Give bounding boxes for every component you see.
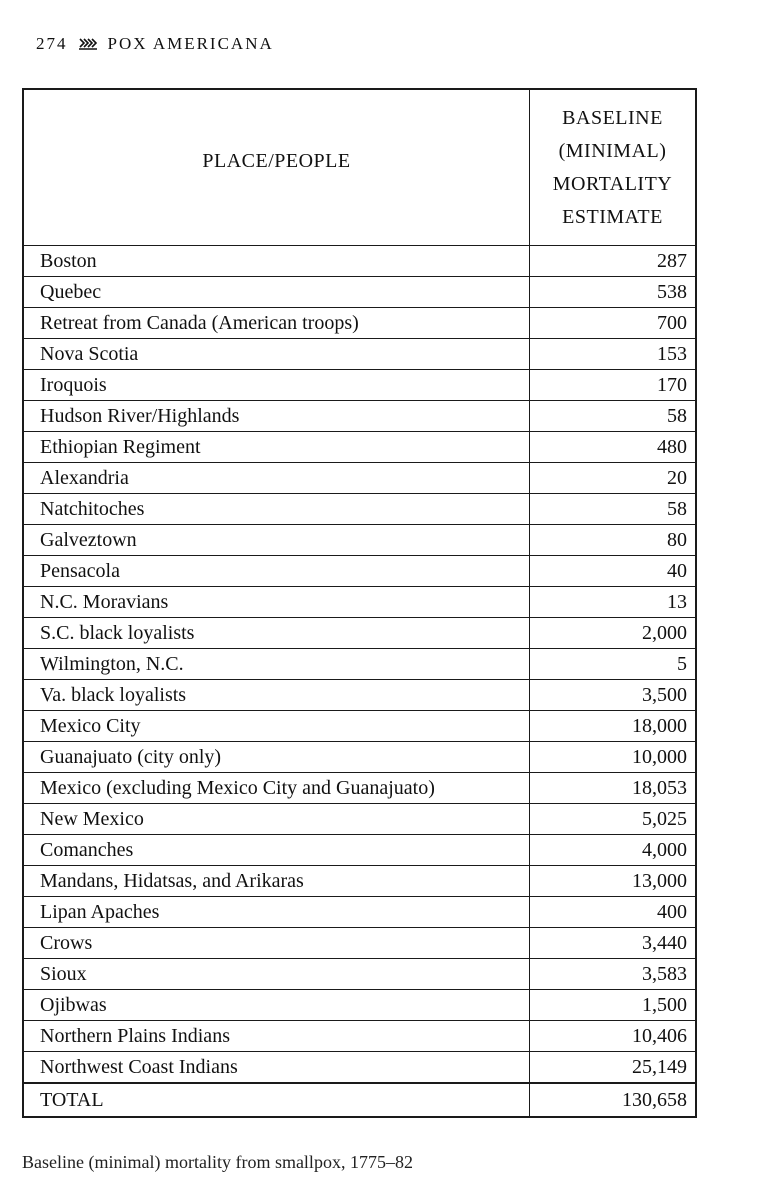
- table-row: [23, 897, 696, 928]
- page-number: 274: [36, 34, 68, 53]
- mortality-value-cell: 2,000: [530, 618, 697, 649]
- place-cell: Ethiopian Regiment: [23, 432, 530, 463]
- place-cell: Iroquois: [23, 370, 530, 401]
- decorative-ornament-icon: [78, 37, 98, 51]
- mortality-value-cell: 3,500: [530, 680, 697, 711]
- column-header-line: BASELINE: [562, 106, 663, 129]
- place-cell: Guanajuato (city only): [23, 742, 530, 773]
- table-row: [23, 494, 696, 525]
- mortality-value-cell: 13,000: [530, 866, 697, 897]
- mortality-value-cell: 3,440: [530, 928, 697, 959]
- place-cell: Northern Plains Indians: [23, 1021, 530, 1052]
- table-row: [23, 1021, 696, 1052]
- place-cell: Lipan Apaches: [23, 897, 530, 928]
- table-row: [23, 804, 696, 835]
- table-row: [23, 680, 696, 711]
- mortality-value-cell: 400: [530, 897, 697, 928]
- place-cell: Pensacola: [23, 556, 530, 587]
- table-row: [23, 866, 696, 897]
- place-cell: Alexandria: [23, 463, 530, 494]
- table-row: [23, 277, 696, 308]
- place-cell: Crows: [23, 928, 530, 959]
- mortality-value-cell: 25,149: [530, 1052, 697, 1084]
- table-row: [23, 370, 696, 401]
- mortality-value-cell: 18,053: [530, 773, 697, 804]
- mortality-value-cell: 287: [530, 246, 697, 277]
- running-head: [36, 34, 274, 54]
- mortality-value-cell: 538: [530, 277, 697, 308]
- total-value: 130,658: [530, 1083, 697, 1117]
- place-cell: Sioux: [23, 959, 530, 990]
- mortality-value-cell: 40: [530, 556, 697, 587]
- place-cell: Nova Scotia: [23, 339, 530, 370]
- mortality-value-cell: 13: [530, 587, 697, 618]
- mortality-value-cell: 5: [530, 649, 697, 680]
- column-header-mortality: [530, 89, 697, 246]
- table-row: [23, 1052, 696, 1084]
- mortality-value-cell: 1,500: [530, 990, 697, 1021]
- mortality-value-cell: 18,000: [530, 711, 697, 742]
- table-row: [23, 928, 696, 959]
- column-header-line: ESTIMATE: [562, 205, 663, 228]
- place-cell: N.C. Moravians: [23, 587, 530, 618]
- place-cell: Mexico City: [23, 711, 530, 742]
- place-cell: S.C. black loyalists: [23, 618, 530, 649]
- place-cell: Va. black loyalists: [23, 680, 530, 711]
- table-header-row: [23, 89, 696, 246]
- place-cell: Ojibwas: [23, 990, 530, 1021]
- mortality-value-cell: 153: [530, 339, 697, 370]
- column-header-place: PLACE/PEOPLE: [23, 89, 530, 246]
- table-row: [23, 711, 696, 742]
- table-caption: Baseline (minimal) mortality from smallpox, 1775–82: [22, 1152, 413, 1172]
- mortality-value-cell: 5,025: [530, 804, 697, 835]
- mortality-table: [22, 88, 697, 1118]
- table-row: [23, 990, 696, 1021]
- mortality-value-cell: 170: [530, 370, 697, 401]
- mortality-value-cell: 10,000: [530, 742, 697, 773]
- place-cell: Quebec: [23, 277, 530, 308]
- column-header-line: (MINIMAL): [558, 139, 667, 162]
- place-cell: Retreat from Canada (American troops): [23, 308, 530, 339]
- place-cell: Boston: [23, 246, 530, 277]
- column-header-line: MORTALITY: [552, 172, 673, 195]
- mortality-value-cell: 58: [530, 494, 697, 525]
- total-row: [23, 1083, 696, 1117]
- table-row: [23, 773, 696, 804]
- table-row: [23, 525, 696, 556]
- table-row: [23, 587, 696, 618]
- mortality-value-cell: 3,583: [530, 959, 697, 990]
- mortality-value-cell: 10,406: [530, 1021, 697, 1052]
- mortality-value-cell: 700: [530, 308, 697, 339]
- mortality-value-cell: 480: [530, 432, 697, 463]
- table-body: [23, 246, 696, 1118]
- table-row: [23, 556, 696, 587]
- place-cell: Natchitoches: [23, 494, 530, 525]
- place-cell: Northwest Coast Indians: [23, 1052, 530, 1084]
- table-row: [23, 835, 696, 866]
- place-cell: Mexico (excluding Mexico City and Guanajuato): [23, 773, 530, 804]
- place-cell: Hudson River/Highlands: [23, 401, 530, 432]
- table-row: [23, 463, 696, 494]
- table-row: [23, 246, 696, 277]
- table-row: [23, 339, 696, 370]
- table-row: [23, 959, 696, 990]
- mortality-value-cell: 20: [530, 463, 697, 494]
- table-row: [23, 401, 696, 432]
- table-row: [23, 618, 696, 649]
- mortality-value-cell: 58: [530, 401, 697, 432]
- table-row: [23, 432, 696, 463]
- total-label: TOTAL: [23, 1083, 530, 1117]
- mortality-value-cell: 4,000: [530, 835, 697, 866]
- place-cell: Mandans, Hidatsas, and Arikaras: [23, 866, 530, 897]
- table-row: [23, 742, 696, 773]
- place-cell: Wilmington, N.C.: [23, 649, 530, 680]
- table-row: [23, 649, 696, 680]
- mortality-value-cell: 80: [530, 525, 697, 556]
- book-title: POX AMERICANA: [107, 34, 274, 53]
- place-cell: New Mexico: [23, 804, 530, 835]
- table-row: [23, 308, 696, 339]
- place-cell: Galveztown: [23, 525, 530, 556]
- place-cell: Comanches: [23, 835, 530, 866]
